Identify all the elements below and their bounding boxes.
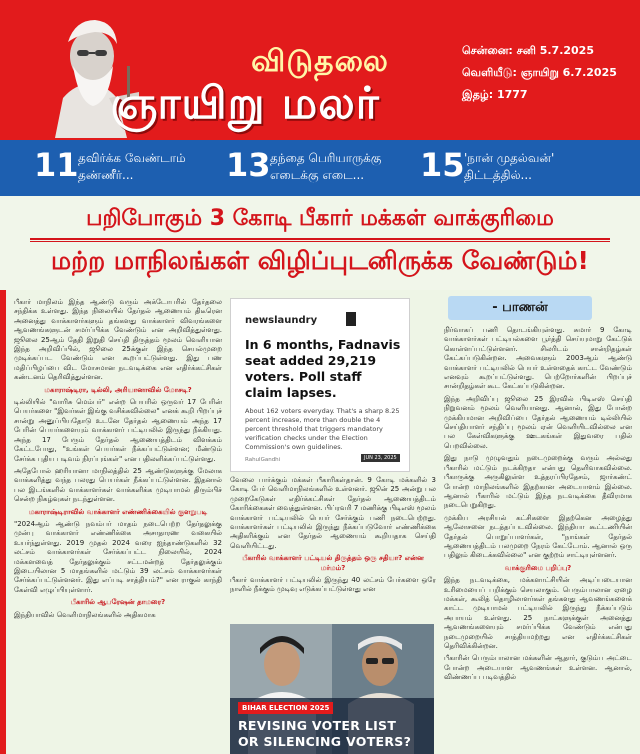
section-subhead: வாக்குரிமை பறிப்பு? <box>504 563 572 572</box>
newslaundry-logo: newslaundry <box>245 315 318 326</box>
newslaundry-logo-mark-icon <box>346 312 356 326</box>
headline-secondary: மற்ற மாநிலங்கள் விழிப்புடனிருக்க வேண்டும்! <box>51 246 589 275</box>
teaser-item[interactable] <box>226 140 406 196</box>
paragraph: இது நாடு முழுவதும் நடைமுறைக்கு வரும் அல்லது பீகாரில் மட்டும் நடக்கிறதா என்பது தெளிவாகவில்லை. பீகாருக்கு அருகிலுள்ள உத்தரப்பிரதேசம், ஜார்கண்ட் போன்ற மாநிலங்களில் இதற்கான அடையாளம் இல்லை. ஆனால் பீகாரில் மட்டும் இந்த நடவடிக்கை தீவிரமாக நடைபெறுகிறது. <box>444 454 632 510</box>
bihar-election-photo <box>230 624 434 754</box>
paragraph: டில்லியில் "வாரிசு மெம்பர்" என்ற பெயரில் ஒருவர் 17 பேரின் பெயர்களை "இவர்கள் இங்கு வசிக்கவில்லை" எனக் கூறி பிறப்புச் சான்று அனுப்பியதோடு உடனே தேர்தல் ஆணையம் அந்த 17 பேரின் பெயர்களையும் வாக்காளர் பட்டியலில் இருந்து நீக்கியது. அந்த 17 பேரும் தேர்தல் ஆணையத்திடம் விளக்கம் கேட்டபோது, "உங்கள் பெயர்கள் நீக்கப்பட்டுள்ளன; மீண்டும் சேர்க்க புதிய படிவம் நிரப்புங்கள்" என பதிலளிக்கப்பட்டுள்ளது. <box>14 398 222 463</box>
news-card-headline: In 6 months, Fadnavis seat added 29,219 voters. Poll staff claim lapses. <box>245 337 401 400</box>
headline-area <box>0 196 640 290</box>
teaser-text: 'நான் முதல்வன்' திட்டத்தில்... <box>464 151 555 182</box>
paragraph: நிர்வாகப் பணி தொடங்கியுள்ளது. சுமார் 9 கோடி வாக்காளர்கள் பட்டியல்களை பூர்த்தி செய்யுமாறு கேட்டுக் கொள்ளப்பட்டுள்ளனர். சிலரிடம் சான்றிதழ்கள் கேட்கப்படுகின்றன. அவைகளும் 2003ஆம் ஆண்டு வாக்காளர் பட்டியலில் பெயர் உள்ளதைக் காட்ட வேண்டும் எனவும் கூறப்பட்டுள்ளது. பெற்றோர்களின் பிறப்புச் சான்றிதழ்கள் கூட கேட்கப்படுகின்றன. <box>444 326 632 391</box>
paragraph: இந்த நடவடிக்கை, மக்களாட்சியின் அடிப்படையான உரிமையைப் பறிக்கும் செயலாகும். பெரும்பாலான ஏழை மக்கள், கூலித் தொழிலாளர்கள் தங்களது ஆவணங்களைக் காட்ட முடியாமல் பட்டியலில் இருந்து நீக்கப்படும் அபாயம் உள்ளது. 25 நாட்களுக்குள் அனைத்து ஆவணங்களையும் சமர்ப்பிக்க வேண்டும் என்பது நடைமுறையில் சாத்தியமற்றது என எதிர்க்கட்சிகள் தெரிவிக்கின்றன. <box>444 576 632 650</box>
headline-rule <box>30 238 610 240</box>
article-column-left <box>14 298 222 623</box>
paragraph: பீகார் மாநிலம் இந்த ஆண்டு வரும் அக்டோபரில் தேர்தலை சந்திக்க உள்ளது. இந்த நிலையில் தேர்தல் ஆணையம் திடீரென அனைத்து வாக்காளர்களும் தங்களது வாக்காளர் விவரங்களை ஆவணங்களுடன் சமர்ப்பிக்க வேண்டும் என அறிவித்துள்ளது. ஜூலை 25ஆம் தேதி இறுதி செய்தி திருத்தம் மூலம் வெளியான இந்த அறிவிப்பில், ஜூலை 25க்குள் இந்த செயல்முறை முடிக்கப்பட வேண்டும் என கூறப்பட்டுள்ளது. இது பண மதிப்பிழப்பை விட மோசமான நடவடிக்கை என எதிர்க்கட்சிகள் கண்டனம் தெரிவித்துள்ளன. <box>14 298 222 382</box>
paragraph: பீகாரின் பெரும்பாலான மக்களின் ஆதார், குடும்ப அட்டை போன்ற அடையாள ஆவணங்கள் உள்ளன. ஆனால், விண்ணப்ப படிவத்தில் <box>444 654 632 682</box>
photo-caption-line: OR SILENCING VOTERS? <box>238 734 412 749</box>
section-subhead: பீகாரில் வாக்காளர் பட்டியல் திருத்தம் ஒரு சதியா? என்ன மர்மம்? <box>242 554 424 572</box>
teaser-item[interactable] <box>420 140 620 196</box>
news-card-author: RahulGandhi <box>245 457 281 463</box>
news-card-date: JUN 23, 2025 <box>361 454 400 462</box>
headline-primary: பறிபோகும் 3 கோடி பீகார் மக்கள் வாக்குரிமை <box>86 206 554 231</box>
teaser-page-number: 15 <box>420 146 465 184</box>
news-card-body: About 162 voters everyday. That's a sharp 8.25 percent increase, more than double the 4 percent threshold that triggers mandatory verification checks under the Election Commission's own guidelines. <box>245 407 400 451</box>
paragraph: இந்தியாவில் வெளிமாநிலங்களில் அதிகமாக <box>14 610 156 619</box>
issue-info <box>462 40 632 106</box>
author-byline: - பாணன் <box>448 296 592 320</box>
section-subhead: பீகாரில் ஆபரேஷன் தாமரை? <box>70 598 166 607</box>
masthead <box>0 0 640 140</box>
section-subhead: மகாராஷ்டிரா, டில்லி, அரியானாவில் மோசடி? <box>44 385 192 394</box>
left-border-stripe <box>0 290 6 754</box>
article-column-right <box>444 326 632 686</box>
newslaundry-screenshot <box>230 298 410 472</box>
teaser-text: தந்தை பெரியாருக்கு எடைக்கு எடை... <box>270 151 382 182</box>
teaser-text: தவிர்க்க வேண்டாம் தண்ணீர்... <box>78 151 186 182</box>
publish-date-chennai: சென்னை: சனி 5.7.2025 <box>462 44 594 57</box>
article-column-middle <box>230 476 436 598</box>
issue-number: இதழ்: 1777 <box>462 88 528 101</box>
brand-name-small: விடுதலை <box>251 44 389 79</box>
paragraph: முக்கிய அரசியல் கட்சிகளை இதற்கென அழைத்து ஆலோசனை நடத்தப்படவில்லை. இந்தியா கூட்டணியின் தேர்தல் பொறுப்பாளர்கள், "நாங்கள் தேர்தல் ஆணையத்திடம் பலமுறை நேரம் கேட்டோம். ஆனால் ஒரு பதிலும் கிடைக்கவில்லை" என குற்றம் சாட்டியுள்ளனர். <box>444 513 632 560</box>
publish-date-release: வெளியீடு: ஞாயிறு 6.7.2025 <box>462 66 617 79</box>
headline-rule <box>30 241 610 242</box>
paragraph: அதேபோல் ஹரியானா மாநிலத்தில் 25 ஆண்டுகளுக்கு மேலாக வாக்களித்து வந்த பலரது பெயர்கள் நீக்கப்பட்டுள்ளன. இதனால் பல இடங்களில் வாக்காளர்கள் வாக்களிக்க முடியாமல் திரும்பிச் சென்ற நிகழ்வுகள் நடந்துள்ளன. <box>14 466 222 504</box>
teaser-item[interactable] <box>34 140 204 196</box>
paragraph: "2024ஆம் ஆண்டு நவம்பர் மாதம் நடைபெற்ற தேர்தலுக்கு முன்பு வாக்காளர் எண்ணிக்கை அசாதாரண வகையில் உயர்ந்துள்ளது. 2019 முதல் 2024 வரை ஐந்தாண்டுகளில் 32 லட்சம் வாக்காளர்கள் சேர்க்கப்பட்ட நிலையில், 2024 மக்களவைத் தேர்தலுக்கும் சட்டமன்றத் தேர்தலுக்கும் இடையிலான 5 மாதங்களில் மட்டும் 39 லட்சம் வாக்காளர்கள் சேர்க்கப்பட்டுள்ளனர். இது எப்படி சாத்தியம்?" என ராகுல் காந்தி கேள்வி எழுப்பியுள்ளார். <box>14 519 222 594</box>
photo-caption-line: REVISING VOTER LIST <box>238 718 397 733</box>
teaser-bar <box>0 140 640 196</box>
teaser-page-number: 13 <box>226 146 271 184</box>
section-subhead: மகாராஷ்டிராவில் வாக்காளர் எண்ணிக்கையில் குளறுபடி <box>28 507 208 516</box>
paragraph: இந்த அறிவிப்பு ஜூலை 25 இரவில் பிடிஎஸ் செய்தி நிறுவனம் மூலம் வெளியானது. ஆனால், இது போன்ற முக்கியமான அறிவிப்பை தேர்தல் ஆணையம் டில்லியில் செய்தியாளர் சந்திப்பு மூலம் ஏன் வெளியிடவில்லை என பல கேள்விகளுக்கு ஊடகங்கள் இதுவரை பதில் பெறவில்லை. <box>444 394 632 450</box>
brand-name-large: ஞாயிறு மலர் <box>110 78 380 129</box>
photo-tag: BIHAR ELECTION 2025 <box>238 702 333 714</box>
paragraph: பீகார் வாக்காளர் பட்டியலில் இருந்து 40 லட்சம் பேர்களை ஒரே நாளில் நீக்கும் முடிவு எடுக்கப்பட்டுள்ளது என <box>230 576 436 594</box>
paragraph: வேலை பார்க்கும் மக்கள் பீகாரிகள்தான். 9 கோடி மக்களில் 3 கோடி பேர் வெளிமாநிலங்களில் உள்ளனர். ஜூன் 25 அன்று பல முறைகேடுகள் எதிர்க்கட்சிகள் தேர்தல் ஆணையத்திடம் கோரிக்கைகள் வைத்துள்ளன. பிப்ரவரி 7 மணிக்கு பிடிஎஸ் மூலம் வாக்காளர் பட்டியலில் பெயர் சேர்க்கும் பணி நடைபெற்றது. வாக்காளர்கள் பட்டியலில் இருந்து நீக்கப்படுவோர் எண்ணிக்கை அதிகரிக்கும் என தேர்தல் ஆணையம் கூறியதாக செய்தி வெளியிட்டது. <box>230 476 436 550</box>
teaser-page-number: 11 <box>34 146 79 184</box>
